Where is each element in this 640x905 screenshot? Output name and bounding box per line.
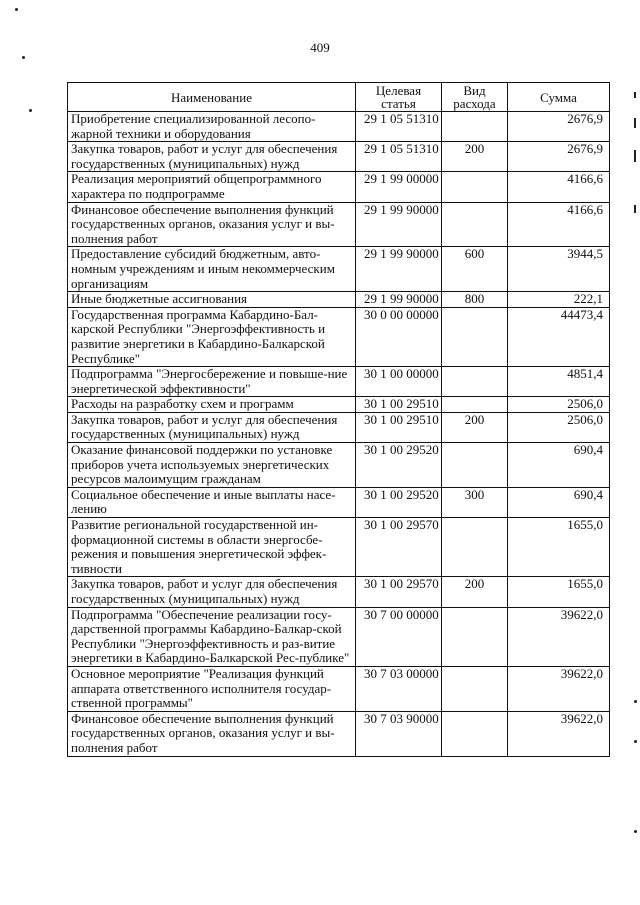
row-type-cell: 200 [442,142,508,172]
row-code-cell: 30 0 00 00000 [356,307,442,366]
row-name-cell: Развитие региональной государственной ин-формационной системы в области энергосбе-режения и повышения энергетической эффек-тивности [68,518,356,577]
scan-dot [15,8,18,11]
table-row [68,412,610,442]
scan-mark [634,118,636,128]
row-code-cell: 30 1 00 29570 [356,577,442,607]
row-sum-cell: 44473,4 [508,307,610,366]
row-name-cell: Подпрограмма "Обеспечение реализации госу-дарственной программы Кабардино-Балкар-ской Республики "Энергоэффективность и раз-витие энергетики в Кабардино-Балкарской Рес-публике" [68,607,356,666]
row-code-cell: 30 7 03 00000 [356,666,442,711]
row-name-cell: Финансовое обеспечение выполнения функций государственных органов, оказания услуг и вы-полнения работ [68,202,356,247]
scan-dot [634,740,637,743]
row-sum-cell: 4166,6 [508,172,610,202]
row-sum-cell: 39622,0 [508,666,610,711]
header-row [68,83,610,112]
table-body [68,112,610,757]
row-type-cell [442,307,508,366]
table-row [68,607,610,666]
row-name-cell: Приобретение специализированной лесопо-жарной техники и оборудования [68,112,356,142]
row-name-cell: Подпрограмма "Энергосбережение и повыше-ние энергетической эффективности" [68,367,356,397]
row-type-cell: 600 [442,247,508,292]
row-name-cell: Основное мероприятие "Реализация функций аппарата ответственного исполнителя государ-ственной программы" [68,666,356,711]
row-sum-cell: 39622,0 [508,711,610,756]
row-code-cell: 29 1 05 51310 [356,112,442,142]
scan-mark [634,205,636,213]
row-sum-cell: 4851,4 [508,367,610,397]
row-sum-cell: 222,1 [508,292,610,308]
row-sum-cell: 2676,9 [508,142,610,172]
row-type-cell: 300 [442,487,508,517]
budget-table [67,82,610,757]
row-type-cell [442,443,508,488]
table-row [68,443,610,488]
row-type-cell: 800 [442,292,508,308]
table-row [68,247,610,292]
row-code-cell: 30 1 00 00000 [356,367,442,397]
row-name-cell: Финансовое обеспечение выполнения функций государственных органов, оказания услуг и вы-полнения работ [68,711,356,756]
row-name-cell: Предоставление субсидий бюджетным, авто-номным учреждениям и иным некоммерческим организациям [68,247,356,292]
row-code-cell: 30 1 00 29520 [356,443,442,488]
scan-dot [634,700,637,703]
row-name-cell: Закупка товаров, работ и услуг для обеспечения государственных (муниципальных) нужд [68,412,356,442]
row-type-cell [442,397,508,413]
scan-dot [29,109,32,112]
row-type-cell [442,367,508,397]
table-row [68,367,610,397]
table-row [68,577,610,607]
row-type-cell [442,112,508,142]
row-type-cell: 200 [442,577,508,607]
row-type-cell [442,607,508,666]
row-code-cell: 29 1 99 00000 [356,172,442,202]
row-code-cell: 30 7 00 00000 [356,607,442,666]
table-row [68,172,610,202]
header-type: Вид расхода [442,83,508,112]
row-type-cell [442,711,508,756]
row-code-cell: 29 1 05 51310 [356,142,442,172]
table-row [68,666,610,711]
row-sum-cell: 2506,0 [508,397,610,413]
row-code-cell: 30 1 00 29520 [356,487,442,517]
header-name: Наименование [68,83,356,112]
table-row [68,142,610,172]
row-sum-cell: 690,4 [508,487,610,517]
row-type-cell [442,518,508,577]
table-row [68,307,610,366]
row-code-cell: 29 1 99 90000 [356,247,442,292]
row-name-cell: Социальное обеспечение и иные выплаты насе-лению [68,487,356,517]
scan-dot [22,56,25,59]
row-type-cell [442,666,508,711]
page-number: 409 [310,40,330,55]
row-sum-cell: 3944,5 [508,247,610,292]
row-sum-cell: 690,4 [508,443,610,488]
table-row [68,518,610,577]
table-row [68,292,610,308]
row-code-cell: 30 1 00 29570 [356,518,442,577]
row-name-cell: Закупка товаров, работ и услуг для обеспечения государственных (муниципальных) нужд [68,142,356,172]
scan-dot [634,830,637,833]
row-sum-cell: 39622,0 [508,607,610,666]
row-code-cell: 29 1 99 90000 [356,202,442,247]
row-name-cell: Иные бюджетные ассигнования [68,292,356,308]
row-name-cell: Реализация мероприятий общепрограммного характера по подпрограмме [68,172,356,202]
table-header [68,83,610,112]
table-row [68,112,610,142]
table-row [68,397,610,413]
table-row [68,202,610,247]
row-code-cell: 29 1 99 90000 [356,292,442,308]
row-type-cell [442,172,508,202]
row-name-cell: Оказание финансовой поддержки по установке приборов учета используемых энергетических ресурсов малоимущим гражданам [68,443,356,488]
row-name-cell: Расходы на разработку схем и программ [68,397,356,413]
table-row [68,711,610,756]
row-type-cell [442,202,508,247]
table-row [68,487,610,517]
row-sum-cell: 2676,9 [508,112,610,142]
row-sum-cell: 2506,0 [508,412,610,442]
row-code-cell: 30 1 00 29510 [356,397,442,413]
row-sum-cell: 4166,6 [508,202,610,247]
row-type-cell: 200 [442,412,508,442]
row-name-cell: Государственная программа Кабардино-Бал-карской Республики "Энергоэффективность и развитие энергетики в Кабардино-Балкарской Республике" [68,307,356,366]
scan-mark [634,92,636,98]
row-code-cell: 30 7 03 90000 [356,711,442,756]
scan-mark [634,150,636,162]
header-code: Целевая статья [356,83,442,112]
row-sum-cell: 1655,0 [508,577,610,607]
row-sum-cell: 1655,0 [508,518,610,577]
row-name-cell: Закупка товаров, работ и услуг для обеспечения государственных (муниципальных) нужд [68,577,356,607]
header-sum: Сумма [508,83,610,112]
row-code-cell: 30 1 00 29510 [356,412,442,442]
